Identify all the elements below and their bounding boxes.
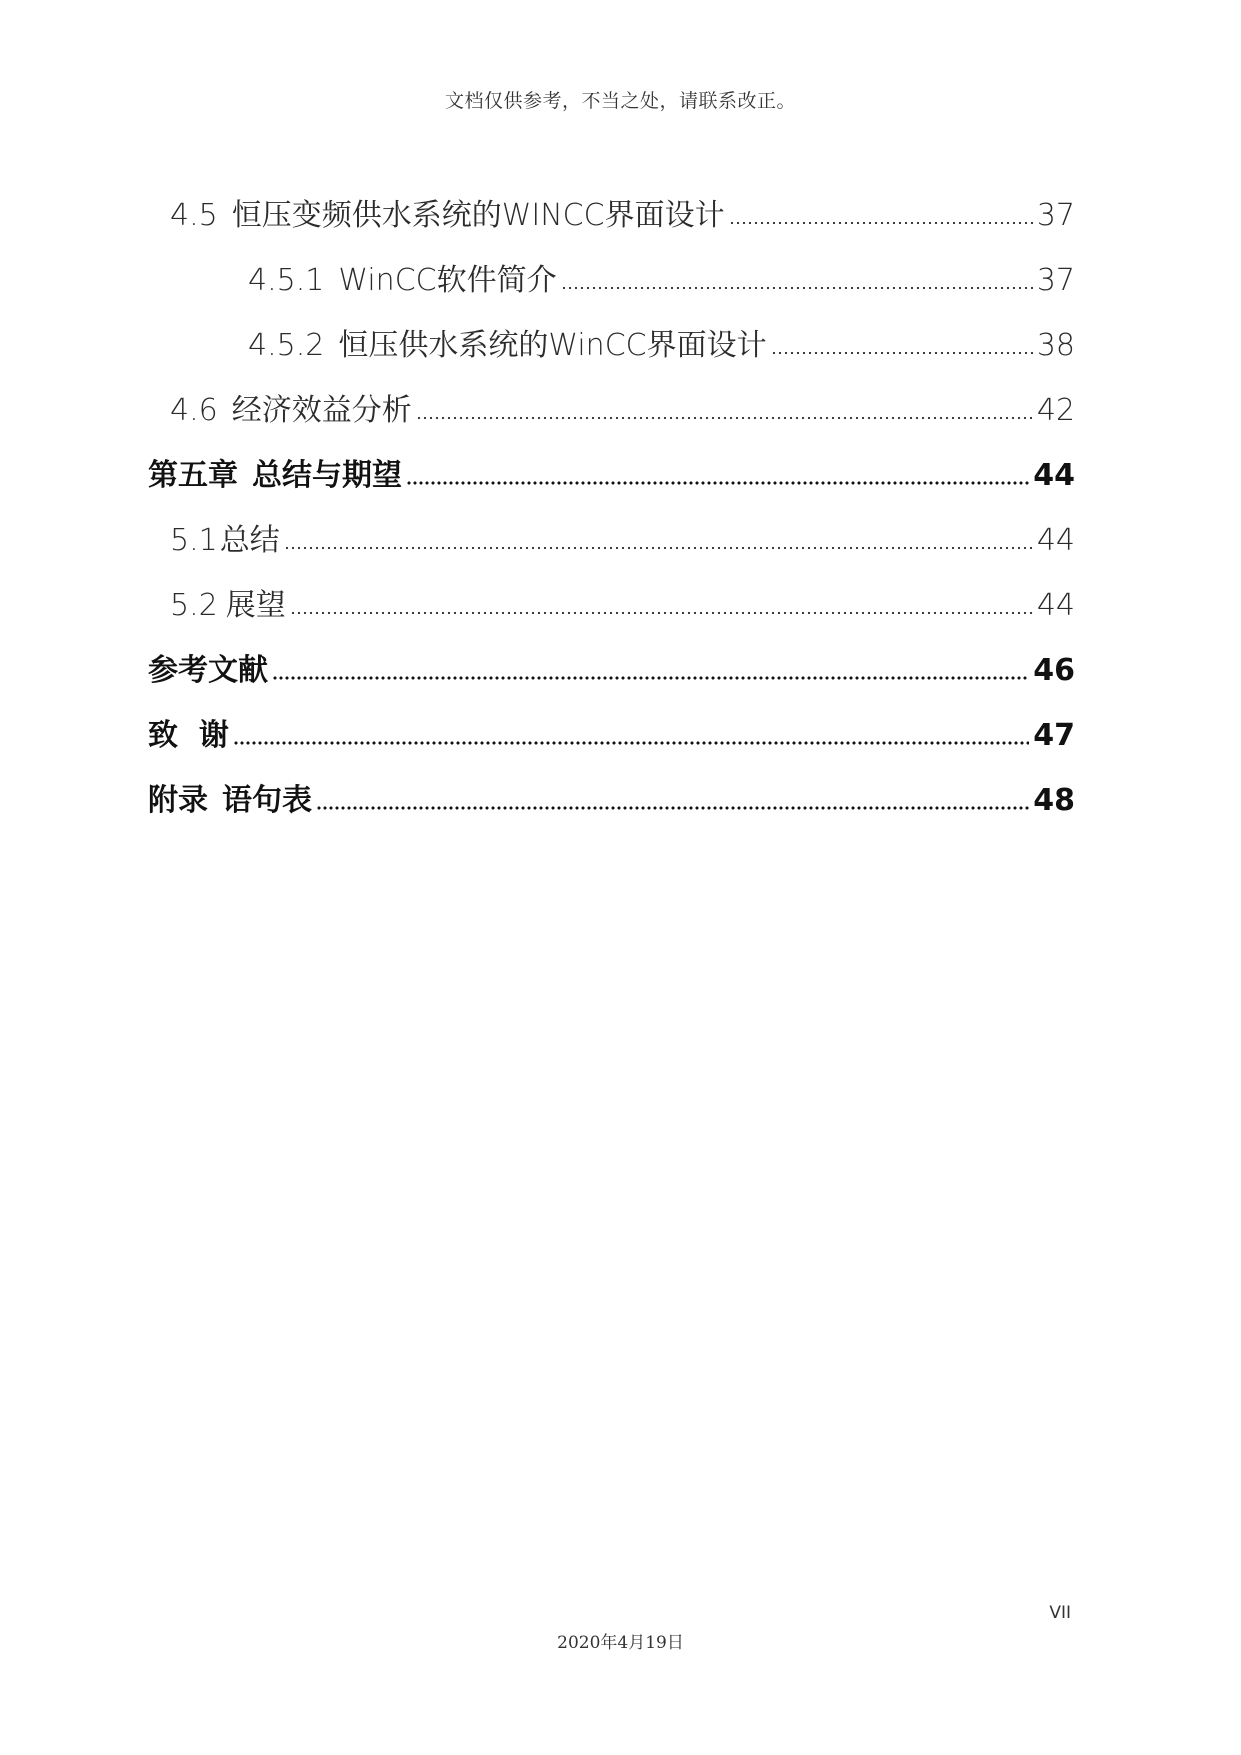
toc-dot-leader: [416, 416, 1033, 420]
toc-entry-title: 语句表: [222, 783, 312, 818]
toc-dot-leader: [771, 351, 1033, 355]
toc-entry-appendix[interactable]: [148, 775, 1075, 819]
toc-entry-title: 展望: [225, 588, 286, 623]
toc-entry-number: 5.1: [170, 523, 218, 558]
toc-entry-chapter-5[interactable]: [148, 450, 1075, 494]
toc-entry-page: 44: [1036, 588, 1075, 623]
toc-entry-number: 4.5.2: [248, 328, 325, 363]
toc-entry-4-5-2[interactable]: [248, 320, 1075, 364]
toc-dot-leader: [561, 286, 1033, 290]
page-number: VII: [1049, 1603, 1071, 1623]
toc-entry-references[interactable]: [148, 645, 1075, 689]
toc-entry-number: 4.5.1: [248, 263, 325, 298]
toc-entry-title: 参考文献: [148, 653, 268, 688]
toc-entry-number: 第五章: [148, 458, 238, 493]
toc-entry-5-2[interactable]: [170, 580, 1075, 624]
toc-entry-title: 经济效益分析: [231, 393, 412, 428]
toc-entry-4-5-1[interactable]: [248, 255, 1075, 299]
toc-entry-4-5[interactable]: [170, 190, 1075, 234]
toc-entry-number: 4.5: [170, 198, 218, 233]
toc-entry-page: 44: [1036, 523, 1075, 558]
toc-entry-page: 46: [1033, 653, 1075, 688]
toc-entry-number: 附录: [148, 783, 208, 818]
toc-dot-leader: [290, 611, 1033, 615]
toc-entry-title: WinCC软件简介: [338, 263, 557, 298]
toc-entry-title: 总结与期望: [252, 458, 402, 493]
toc-entry-page: 38: [1036, 328, 1075, 363]
footer-date: 2020年4月19日: [557, 1633, 684, 1653]
toc-entry-page: 44: [1033, 458, 1075, 493]
toc-entry-acknowledgements[interactable]: [148, 710, 1075, 754]
toc-entry-number: 5.2: [170, 588, 218, 623]
toc-entry-title: 总结: [219, 523, 280, 558]
toc-dot-leader: [729, 221, 1033, 225]
toc-entry-page: 37: [1036, 198, 1075, 233]
toc-entry-page: 42: [1036, 393, 1075, 428]
toc-dot-leader: [233, 741, 1029, 745]
toc-entry-title: 恒压供水系统的WinCC界面设计: [338, 328, 767, 363]
toc-entry-page: 37: [1036, 263, 1075, 298]
toc-dot-leader: [272, 676, 1029, 680]
toc-entry-4-6[interactable]: [170, 385, 1075, 429]
toc-dot-leader: [284, 546, 1033, 550]
toc-entry-number: 4.6: [170, 393, 218, 428]
toc-entry-5-1[interactable]: [170, 515, 1075, 559]
header-note: 文档仅供参考，不当之处，请联系改正。: [444, 90, 796, 112]
toc-entry-page: 47: [1033, 718, 1075, 753]
toc-entry-title: 恒压变频供水系统的WINCC界面设计: [231, 198, 725, 233]
toc-entry-title: 致 谢: [148, 718, 229, 753]
toc-dot-leader: [406, 481, 1029, 485]
toc-dot-leader: [316, 806, 1029, 810]
toc-entry-page: 48: [1033, 783, 1075, 818]
